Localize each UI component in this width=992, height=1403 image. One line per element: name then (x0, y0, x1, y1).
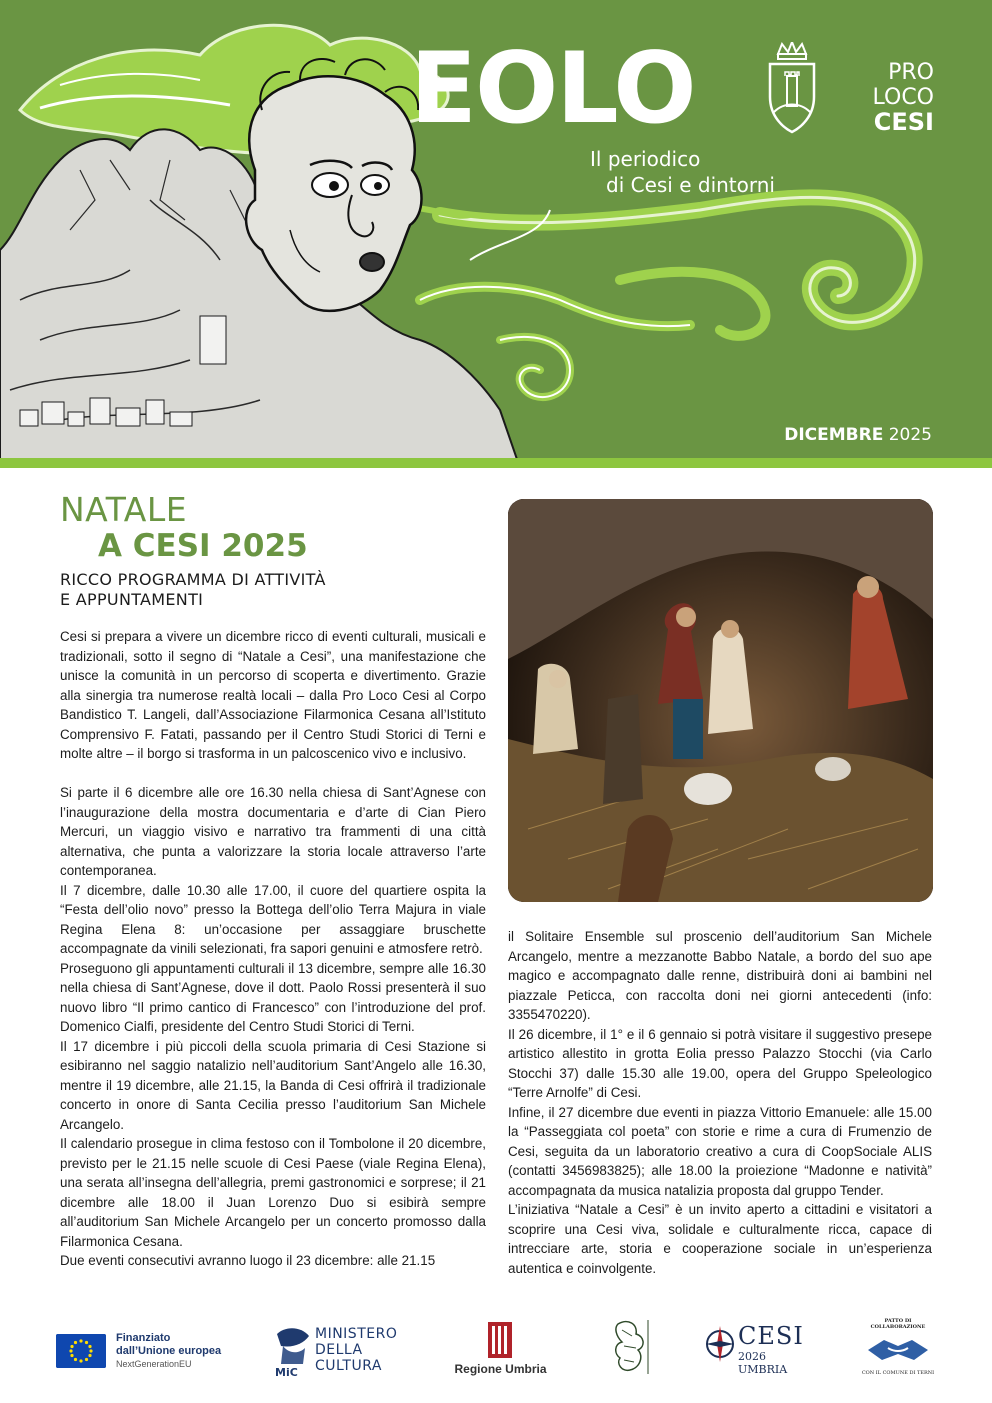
article-paragraph: Cesi si prepara a vivere un dicembre ricco di eventi culturali, musicali e tradizionali, sotto il segno di “Natale a Cesi”, una manifestazione che unisce la comunità in un percorso di scoperta e divertimento. Grazie alla sinergia tra numerose realtà locali – dalla Pro Loco Cesi al Corpo Bandistico T. Langeli, dall’Associazione Filarmonica Cesana all’Istituto Comprensivo F. Fatati, passando per il Centro Studi Storici di Terni e molte altre – il borgo si trasforma in un palcoscenico vivo e inclusivo. (60, 629, 486, 761)
cesi-2026-sub (738, 1350, 787, 1376)
eu-funding-text (116, 1332, 221, 1371)
mic-emblem-icon (273, 1324, 313, 1378)
masthead-title: EOLO (410, 32, 695, 146)
ministero-cultura-logo (273, 1324, 403, 1378)
article-column-right (508, 927, 932, 1278)
kicker-line-1: RICCO PROGRAMMA DI ATTIVITÀ (60, 570, 326, 589)
eu-line-2: dall’Unione europea (116, 1345, 222, 1357)
regione-umbria-logo (448, 1318, 553, 1380)
issue-year: 2025 (888, 425, 932, 445)
eu-funding-logo (56, 1326, 256, 1376)
mic-text (315, 1326, 397, 1374)
terni-dragon-icon (608, 1316, 652, 1378)
mic-abbr: MiC (275, 1366, 298, 1378)
article-paragraph: Il 17 dicembre i più piccoli della scuola primaria di Cesi Stazione si esibiranno nel saggio natalizio nell’auditorium Sant’Angelo alle 16.30, mentre il 19 dicembre, alle 21.15, la Banda di Cesi offrirà il tradizionale concerto in onore di Santa Cecilia presso l’auditorium San Michele Arcangelo. (60, 1038, 486, 1132)
patto-top-text: PATTO DI COLLABORAZIONE (870, 1318, 926, 1330)
article-paragraph: L’iniziativa “Natale a Cesi” è un invito aperto a cittadini e visitatori a scoprire una Cesi viva, solidale e culturalmente ricca, capace di intrecciare arte, storia e cooperazione sociale in un’esperienza autentica e coinvolgente. (508, 1202, 932, 1276)
article-title-line-2: A CESI 2025 (98, 528, 308, 564)
article-title (60, 492, 308, 564)
mic-line-2: DELLA (315, 1342, 363, 1358)
pro-loco-word-2: LOCO (872, 85, 934, 110)
masthead-banner (0, 0, 992, 468)
article-paragraph: Infine, il 27 dicembre due eventi in piazza Vittorio Emanuele: alle 15.00 la “Passeggiata col poeta” con storie e rime a cura di Frumenzio de Cesi, seguita da un laboratorio creativo a cura di CoopSociale ALIS (contatti 3456983825); alle 18.00 la proiezione “Madonne e natività” accompagnata da musica natalizia proposta dal gruppo Tender. (508, 1104, 932, 1198)
mic-line-1: MINISTERO (315, 1326, 398, 1342)
article-title-line-1: NATALE (60, 490, 188, 529)
handshake-icon (858, 1328, 938, 1368)
comune-terni-logo (608, 1316, 652, 1378)
umbria-label: Regione Umbria (454, 1362, 547, 1376)
article-paragraph: Proseguono gli appuntamenti culturali il 13 dicembre, sempre alle 16.30 nella chiesa di Sant’Agnese, dove il dott. Paolo Rossi presenterà il suo nuovo libro “Il primo cantico di Francesco” con l’introduzione del prof. Domenico Cialfi, presidente del Centro Studi Storici di Terni. (60, 960, 486, 1034)
article-paragraph: Il 26 dicembre, il 1° e il 6 gennaio si potrà visitare il suggestivo presepe artistico allestito in grotta Eolia presso Palazzo Stocchi (via Carlo Stocchi 37) dalle 15.30 alle 19.00, opera del Gruppo Speleologico “Terre Arnolfe” di Cesi. (508, 1026, 932, 1100)
article-kicker (60, 570, 326, 610)
header-accent-strip (0, 458, 992, 468)
masthead-subtitle (590, 146, 775, 198)
kicker-line-2: E APPUNTAMENTI (60, 590, 204, 609)
subtitle-line-1: Il periodico (590, 147, 701, 171)
pro-loco-crest-icon (760, 42, 824, 134)
cesi-2026-title: CESI (738, 1322, 804, 1350)
patto-collaborazione-logo (858, 1318, 938, 1382)
article-column-left (60, 627, 486, 1271)
sponsor-logos (0, 1310, 992, 1403)
mic-line-3: CULTURA (315, 1358, 382, 1374)
nativity-scene-image (508, 499, 933, 902)
pro-loco-word-3: CESI (873, 108, 934, 136)
issue-date (784, 425, 932, 445)
patto-bottom-text: CON IL COMUNE DI TERNI (861, 1370, 935, 1376)
article-paragraph: Due eventi consecutivi avranno luogo il 23 dicembre: alle 21.15 (60, 1253, 436, 1268)
eu-line-3: NextGenerationEU (116, 1359, 192, 1369)
cesi-2026-compass-icon (704, 1322, 736, 1366)
article-paragraph: Si parte il 6 dicembre alle ore 16.30 nella chiesa di Sant’Agnese con l’inaugurazione della mostra documentaria e d’arte di Cian Piero Mercuri, un viaggio visivo e narrativo tra frammenti di una città alternativa, che punta a valorizzare la storia locale attraverso l’arte contemporanea. (60, 785, 486, 878)
issue-month: DICEMBRE (784, 425, 884, 445)
cesi-2026-region: UMBRIA (738, 1363, 788, 1376)
article-paragraph: il Solitaire Ensemble sul proscenio dell’auditorium San Michele Arcangelo, mentre a mezzanotte Babbo Natale, a bordo del suo ape magico e accompagnato dalle renne, distribuirà doni ai bambini nel piazzale Peticca, con raccolta doni nei giorni antecedenti (info: 3355470220). (508, 929, 932, 1022)
pro-loco-cesi-logo (838, 60, 934, 135)
eu-flag-icon (56, 1334, 106, 1368)
article-paragraph: Il 7 dicembre, dalle 10.30 alle 17.00, il cuore del quartiere ospita la “Festa dell’olio novo” presso la Bottega dell’olio Terra Majura in viale Regina Elena 8: un’occasione per assaggiare bruschette accompagnate da vinili selezionati, fra sapori genuini e atmosfere retrò. (60, 882, 486, 956)
article-paragraph: Il calendario prosegue in clima festoso con il Tombolone il 20 dicembre, previsto per le 21.15 nelle scuole di Cesi Paese (viale Regina Elena), una serata all’insegna dell’allegria, premi gastronomici e sorprese; il 21 dicembre alle 18.00 il Juan Lorenzo Duo si esibirà sempre all’auditorium San Michele Arcangelo per un concerto promosso dalla Filarmonica Cesana. (60, 1136, 486, 1249)
subtitle-line-2: di Cesi e dintorni (606, 173, 775, 197)
pro-loco-word-1: PRO (888, 60, 934, 85)
cesi-2026-logo (704, 1322, 814, 1378)
cesi-2026-year: 2026 (738, 1350, 766, 1363)
nativity-scene-photo (508, 499, 933, 902)
eu-line-1: Finanziato (116, 1332, 171, 1344)
umbria-emblem-icon (448, 1318, 553, 1360)
